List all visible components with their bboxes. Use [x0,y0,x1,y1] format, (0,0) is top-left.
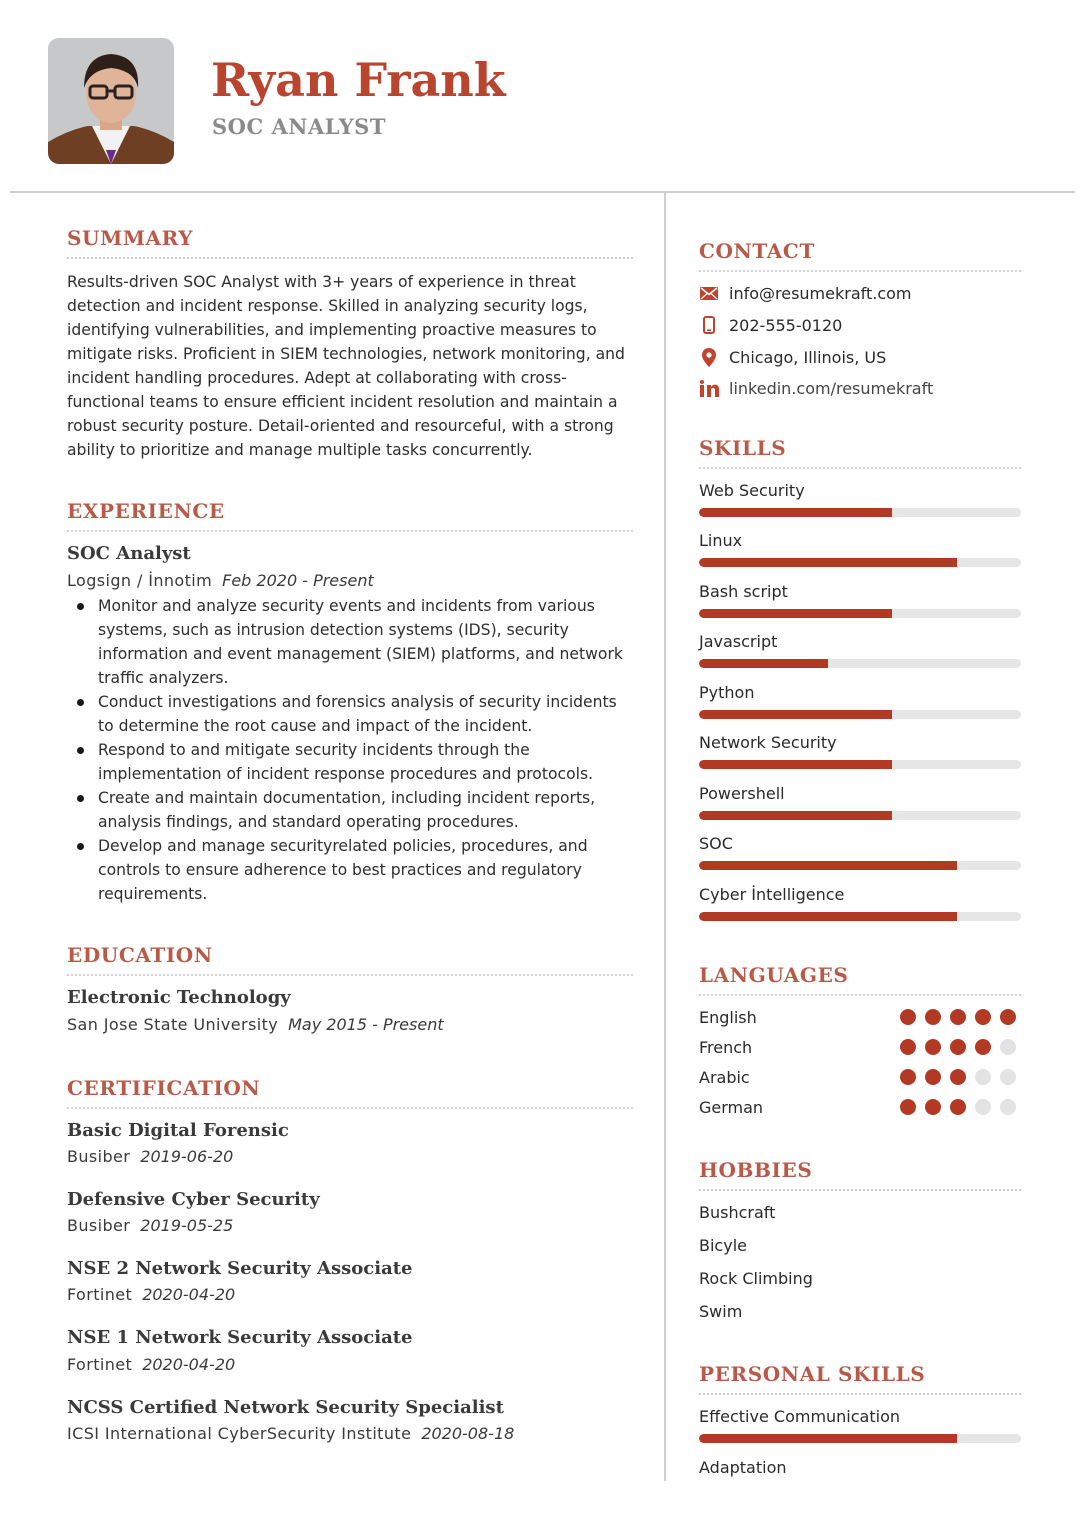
personal-skill-label: Effective Communication [699,1407,900,1426]
certification-date: 2020-04-20 [142,1355,236,1374]
experience-bullet: Conduct investigations and forensics analysis of security incidents to determine the root cause and impact of the incident. [67,690,637,738]
contact-email-text: info@resumekraft.com [729,283,912,303]
header-divider [10,191,1075,193]
experience-dates: Feb 2020 - Present [222,571,374,590]
experience-company-line [67,570,374,592]
contact-heading-rule [699,270,1021,272]
language-item [699,1065,1021,1089]
skill-bar-fill [699,811,892,820]
certification-meta [67,1354,235,1376]
language-label: French [699,1037,753,1057]
language-rating [900,1039,1016,1055]
language-label: German [699,1097,764,1117]
experience-company: Logsign / İnnotim [67,571,213,590]
contact-phone[interactable] [699,313,842,337]
skill-item [699,631,1021,668]
skill-label: Network Security [699,733,837,752]
education-dates: May 2015 - Present [288,1015,444,1034]
skill-bar-fill [699,609,892,618]
skill-bar-fill [699,508,892,517]
map-pin-icon [699,347,719,367]
experience-heading: EXPERIENCE [67,499,225,523]
certification-issuer: Fortinet [67,1355,133,1374]
personal-skill-bar-fill [699,1434,957,1443]
certification-meta [67,1215,233,1237]
candidate-title: SOC ANALYST [212,114,386,139]
language-rating [900,1069,1016,1085]
skill-label: Cyber İntelligence [699,885,845,904]
mobile-phone-icon [699,315,719,335]
certification-issuer: Busiber [67,1147,131,1166]
summary-heading: SUMMARY [67,226,194,250]
profile-photo [48,38,174,164]
hobbies-heading-rule [699,1189,1021,1191]
summary-heading-rule [67,257,633,259]
language-label: Arabic [699,1067,750,1087]
contact-heading: CONTACT [699,239,815,263]
education-heading: EDUCATION [67,943,213,967]
personal-skill-item [699,1457,1021,1479]
experience-bullet: Create and maintain documentation, including incident reports, analysis findings, and standard operating procedures. [67,786,637,834]
experience-heading-rule [67,530,633,532]
certification-issuer: Busiber [67,1216,131,1235]
skill-item [699,480,1021,517]
experience-bullet: Develop and manage securityrelated policies, procedures, and controls to ensure adherence to best practices and regulatory requirements. [67,834,637,906]
skill-bar [699,659,1021,668]
skill-bar-fill [699,912,957,921]
certification-name: NSE 1 Network Security Associate [67,1327,413,1348]
certification-date: 2019-05-25 [140,1216,234,1235]
skill-label: SOC [699,834,733,853]
skill-bar-fill [699,861,957,870]
language-rating [900,1099,1016,1115]
language-rating [900,1009,1016,1025]
skill-bar [699,609,1021,618]
skill-bar-fill [699,710,892,719]
skill-label: Python [699,683,755,702]
hobby-item: Swim [699,1302,743,1321]
personal-skill-bar [699,1434,1021,1443]
contact-email[interactable] [699,281,912,305]
certification-issuer: Fortinet [67,1285,133,1304]
envelope-icon [699,283,719,303]
languages-heading-rule [699,994,1021,996]
skill-bar-fill [699,558,957,567]
contact-location [699,345,886,369]
skill-item [699,682,1021,719]
language-item [699,1005,1021,1029]
contact-phone-text: 202-555-0120 [729,315,843,335]
skill-label: Linux [699,531,743,550]
certification-date: 2019-06-20 [140,1147,234,1166]
language-item [699,1035,1021,1059]
certification-meta [67,1423,514,1445]
certification-date: 2020-08-18 [421,1424,515,1443]
skill-item [699,884,1021,921]
hobbies-heading: HOBBIES [699,1158,813,1182]
certification-heading: CERTIFICATION [67,1076,261,1100]
linkedin-icon [699,378,719,398]
personal-skills-heading-rule [699,1393,1021,1395]
certification-name: NSE 2 Network Security Associate [67,1258,413,1279]
personal-skill-item [699,1406,1021,1443]
education-school: San Jose State University [67,1015,279,1034]
person-portrait-icon [48,38,174,164]
skill-bar [699,811,1021,820]
column-divider [664,192,666,1481]
skill-label: Bash script [699,582,788,601]
contact-linkedin-text: linkedin.com/resumekraft [729,378,934,398]
skill-item [699,783,1021,820]
certification-issuer: ICSI International CyberSecurity Institute [67,1424,412,1443]
language-item [699,1095,1021,1119]
skill-item [699,833,1021,870]
skills-heading-rule [699,467,1021,469]
hobby-item: Bushcraft [699,1203,776,1222]
education-degree: Electronic Technology [67,987,291,1008]
skills-heading: SKILLS [699,436,787,460]
skill-bar [699,760,1021,769]
skill-bar [699,710,1021,719]
experience-bullets [67,594,637,906]
contact-linkedin[interactable] [699,376,933,400]
personal-skill-label: Adaptation [699,1458,787,1477]
personal-skills-heading: PERSONAL SKILLS [699,1362,926,1386]
skill-item [699,732,1021,769]
certification-heading-rule [67,1107,633,1109]
certification-name: NCSS Certified Network Security Specialist [67,1397,504,1418]
skill-bar [699,912,1021,921]
skill-item [699,530,1021,567]
certification-meta [67,1284,235,1306]
experience-bullet: Monitor and analyze security events and incidents from various systems, such as intrusion detection systems (IDS), security information and event management (SIEM) platforms, and network traffic analyzers. [67,594,637,690]
certification-name: Basic Digital Forensic [67,1120,289,1141]
skill-bar [699,558,1021,567]
contact-location-text: Chicago, Illinois, US [729,347,887,367]
experience-bullet: Respond to and mitigate security incidents through the implementation of incident response procedures and protocols. [67,738,637,786]
languages-heading: LANGUAGES [699,963,849,987]
summary-text: Results-driven SOC Analyst with 3+ years of experience in threat detection and incident response. Skilled in analyzing security logs, identifying vulnerabilities, and implementing proactive measures to mitigate risks. Proficient in SIEM technologies, network monitoring, and incident handling procedures. Adept at collaborating with cross-functional teams to ensure efficient incident resolution and maintain a robust security posture. Detail-oriented and resourceful, with a strong ability to prioritize and manage multiple tasks concurrently. [67,273,625,459]
certification-date: 2020-04-20 [142,1285,236,1304]
experience-role: SOC Analyst [67,543,191,564]
education-school-line [67,1014,444,1036]
hobby-item: Rock Climbing [699,1269,813,1288]
certification-name: Defensive Cyber Security [67,1189,320,1210]
candidate-name: Ryan Frank [211,53,506,107]
skill-label: Web Security [699,481,805,500]
skill-label: Javascript [699,632,778,651]
skill-bar-fill [699,659,828,668]
hobby-item: Bicyle [699,1236,747,1255]
skill-item [699,581,1021,618]
skill-label: Powershell [699,784,785,803]
certification-meta [67,1146,233,1168]
education-heading-rule [67,974,633,976]
skill-bar-fill [699,760,892,769]
skill-bar [699,861,1021,870]
language-label: English [699,1007,757,1027]
skill-bar [699,508,1021,517]
